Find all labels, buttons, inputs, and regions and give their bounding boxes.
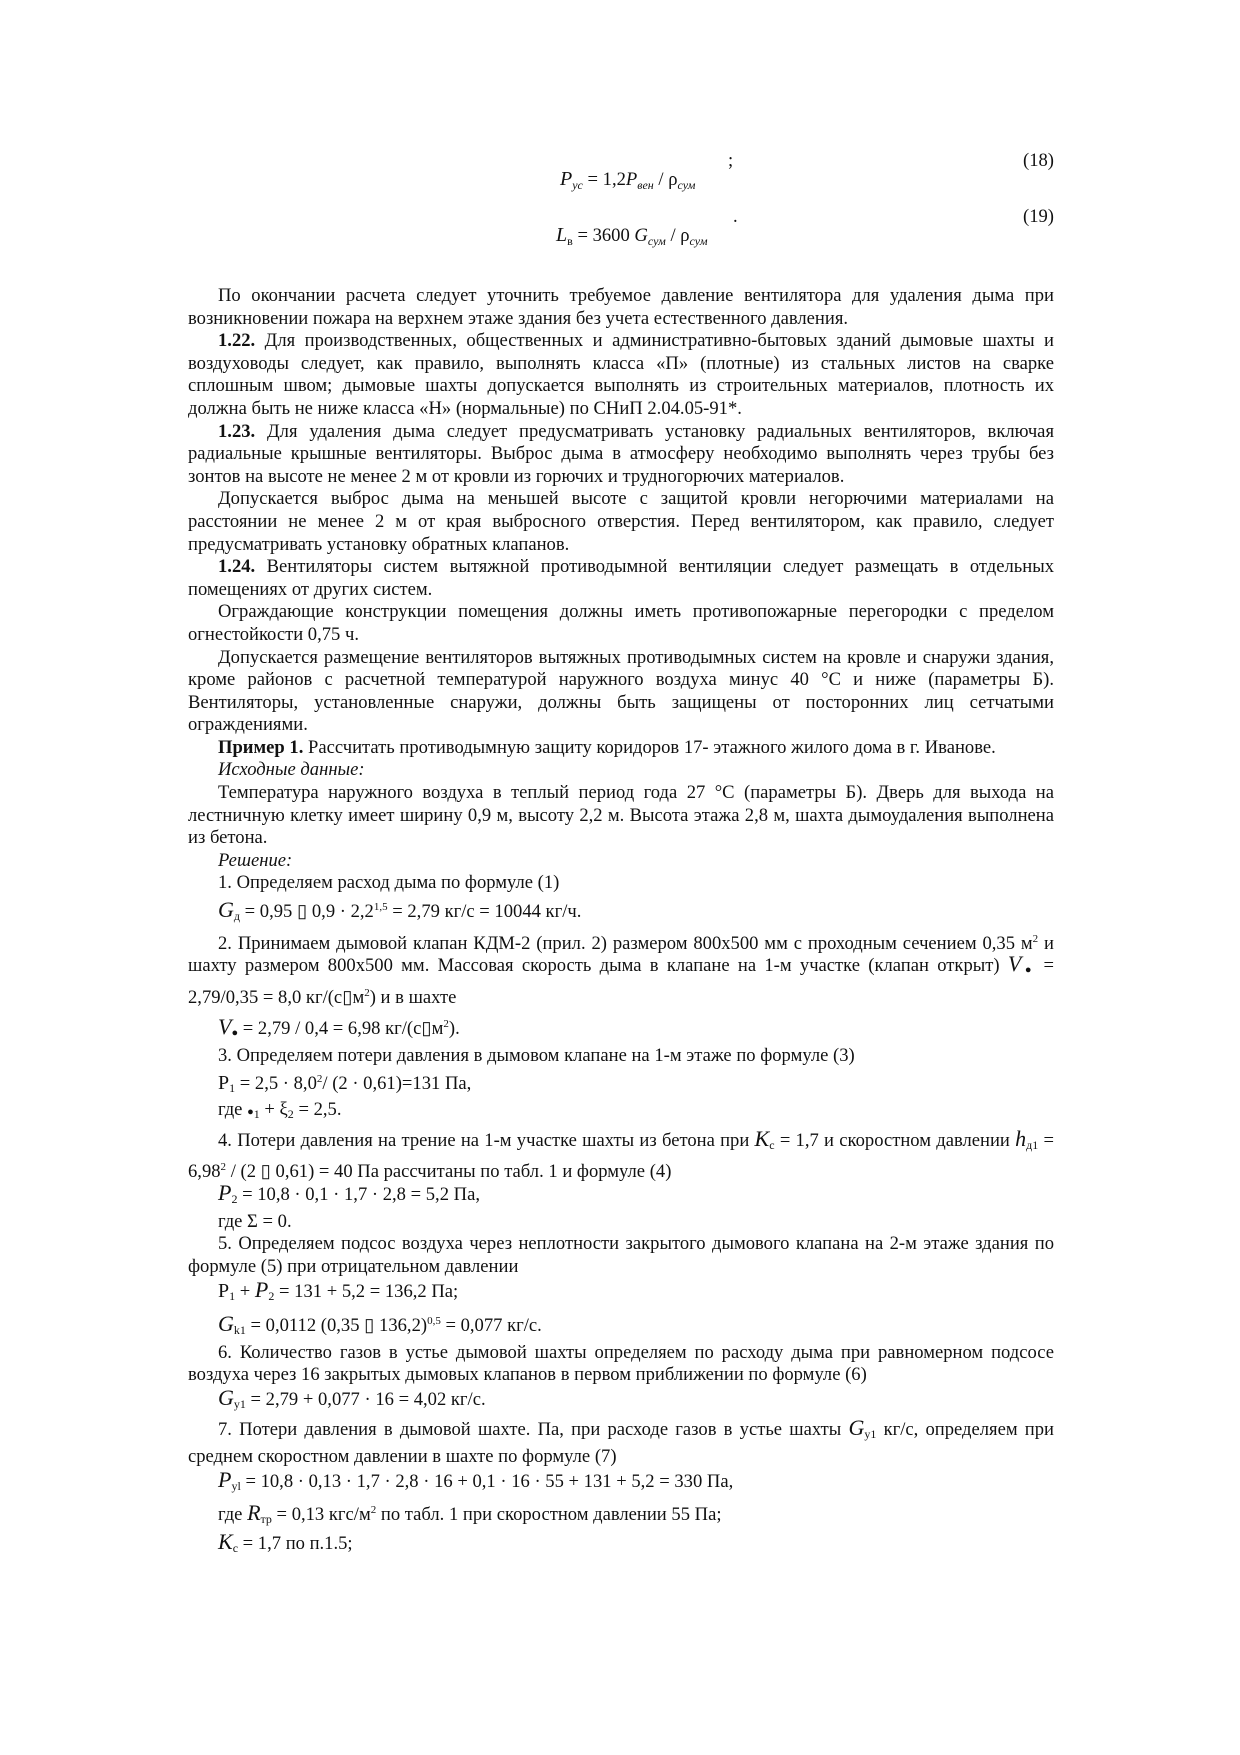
paragraph: Допускается размещение вентиляторов вытяжных противодымных систем на кровле и снаружи здания, кроме районов с расчетной температурой наружного воздуха минус 40 °С и ниже (параметры Б). Вентиляторы, установленные снаружи, должны быть защищены от посторонних лиц сетчатыми ограждениями. xyxy=(188,646,1054,736)
formula-19-var: G xyxy=(634,225,648,246)
var: K xyxy=(218,1528,233,1554)
sub: 2 xyxy=(287,1107,294,1122)
text: = 0,077 кг/с. xyxy=(440,1314,542,1336)
step-1: 1. Определяем расход дыма по формуле (1) xyxy=(218,872,560,894)
formula-19-rest: / ρ xyxy=(665,225,690,246)
text: = 2,5. xyxy=(293,1099,342,1121)
formula-18 xyxy=(560,168,695,193)
calc-line xyxy=(188,1528,1054,1560)
missing-glyph-icon: ▯ xyxy=(421,1018,432,1040)
missing-glyph-icon: ▯ xyxy=(342,986,353,1008)
bullet-icon: ● xyxy=(247,1106,254,1119)
text: = 2,79 кг/с = 10044 кг/ч. xyxy=(387,901,582,923)
sub: 1 xyxy=(253,1107,260,1122)
text: = 0,13 кгс/м xyxy=(271,1504,371,1526)
sub: с xyxy=(232,1540,239,1555)
calc-line xyxy=(188,1310,1054,1342)
var: G xyxy=(218,1310,234,1336)
sub: тр xyxy=(260,1512,272,1527)
sup: 2 xyxy=(316,1072,323,1085)
text: = 2,5 · 8,0 xyxy=(235,1072,317,1094)
step-6: 6. Количество газов в устье дымовой шахты определяем по расходу дыма при равномерном подсосе воздуха через 16 закрытых дымовых клапанов в первом приближении по формуле (6) xyxy=(188,1341,1054,1386)
sub: 1 xyxy=(229,1289,236,1304)
calc-line xyxy=(188,1013,1054,1045)
text: ) и в шахте xyxy=(369,986,457,1008)
clause-text: Вентиляторы систем вытяжной противодымной вентиляции следует размещать в отдельных помещениях от других систем. xyxy=(188,556,1054,600)
text: / (2 xyxy=(226,1161,261,1183)
sub: yl xyxy=(231,1478,241,1493)
clause-text: Для производственных, общественных и административно-бытовых зданий дымовые шахты и воздуховоды следует, как правило, выполнять класса «П» (плотные) из стальных листов на сварке сплошным швом; дымовые шахты допускается выполнять из строительных материалов, плотность их должна быть не ниже класса «Н» (нормальные) по СНиП 2.04.05-91*. xyxy=(188,330,1054,419)
sub: д1 xyxy=(1026,1137,1039,1152)
text: + xyxy=(235,1281,255,1303)
sup: 0,5 xyxy=(427,1314,441,1327)
var: G xyxy=(218,1384,234,1410)
clause-number: 1.23. xyxy=(218,420,256,442)
clause-text: Для удаления дыма следует предусматривать установку радиальных вентиляторов, включая радиальные крышные вентиляторы. Выброс дыма в атмосферу необходимо выполнять через трубы без зонтов на высоте не менее 2 м от кровли из горючих и трудногорючих материалов. xyxy=(188,420,1054,487)
formula-18-lhs: P xyxy=(560,168,573,190)
step-7 xyxy=(188,1415,1054,1468)
text: + ξ xyxy=(259,1099,288,1121)
var: P xyxy=(218,1280,230,1303)
sub: у1 xyxy=(233,1396,246,1411)
text: где xyxy=(218,1099,248,1121)
var: V xyxy=(1007,951,1022,977)
sup: 2 xyxy=(364,986,370,999)
clause-number: 1.24. xyxy=(218,556,256,578)
text: / (2 · 0,61)=131 Па, xyxy=(322,1072,472,1094)
formula-19-lhs: L xyxy=(556,224,568,246)
formula-18-rest: / ρ xyxy=(653,169,678,190)
sub: д xyxy=(233,909,240,924)
bullet-icon: ● xyxy=(231,1027,239,1040)
missing-glyph-icon: ▯ xyxy=(296,901,308,923)
text: 2. Принимаем дымовой клапан КДМ-2 (прил. 2) размером 800х500 мм с проходным сечением 0,35 м xyxy=(218,932,1033,954)
text: = 10,8 · 0,1 · 1,7 · 2,8 = 5,2 Па, xyxy=(237,1183,480,1205)
formula-18-lhs-sub: ус xyxy=(572,178,583,192)
paragraph-1-22 xyxy=(188,330,1054,420)
calc-line xyxy=(188,1099,1054,1126)
bullet-icon: ● xyxy=(1021,964,1036,977)
calc-line xyxy=(188,896,1054,928)
paragraph-1-24 xyxy=(188,556,1054,601)
text: м xyxy=(352,986,365,1008)
text: = 1,7 по п.1.5; xyxy=(238,1532,353,1554)
formula-18-var: P xyxy=(625,169,638,190)
text: = 10,8 · 0,13 · 1,7 · 2,8 · 16 + 0,1 · 16 · 55 + 131 + 5,2 = 330 Па, xyxy=(240,1470,734,1492)
formula-19-var-sub: сум xyxy=(647,234,666,248)
input-data-heading: Исходные данные: xyxy=(218,759,365,781)
example-heading xyxy=(188,737,1054,760)
text: = 1,7 и скоростном давлении xyxy=(774,1129,1016,1151)
paragraph: По окончании расчета следует уточнить требуемое давление вентилятора для удаления дыма при возникновении пожара на верхнем этаже здания без учета естественного давления. xyxy=(188,285,1054,329)
step-5: 5. Определяем подсос воздуха через неплотности закрытого дымового клапана на 2-м этаже здания по формуле (5) при отрицательном давлении xyxy=(188,1233,1054,1277)
var: P xyxy=(218,1179,232,1205)
paragraph: Температура наружного воздуха в теплый период года 27 °С (параметры Б). Дверь для выхода на лестничную клетку имеет ширину 0,9 м, высоту 2,2 м. Высота этажа 2,8 м, шахта дымоудаления выполнена из бетона. xyxy=(188,782,1054,849)
text: 136,2) xyxy=(374,1314,428,1336)
var: K xyxy=(754,1125,770,1151)
sup: 2 xyxy=(220,1161,227,1174)
solution-heading: Решение: xyxy=(218,849,293,871)
text: кг/с, определяем при среднем скоростном давлении в шахте по формуле (7) xyxy=(188,1419,1054,1467)
text: по табл. 1 при скоростном давлении 55 Па; xyxy=(376,1504,722,1526)
paragraph: Ограждающие конструкции помещения должны иметь противопожарные перегородки с пределом огнестойкости 0,75 ч. xyxy=(188,601,1054,645)
step-4 xyxy=(188,1125,1055,1184)
text: = 0,95 xyxy=(240,901,297,923)
var: V xyxy=(218,1014,232,1040)
calc-line xyxy=(188,1499,1054,1531)
calc-line xyxy=(188,1211,1054,1234)
var: P xyxy=(218,1466,232,1492)
sup: 1,5 xyxy=(373,901,388,914)
text: где Σ = 0. xyxy=(218,1210,292,1232)
text: где xyxy=(218,1504,248,1526)
text: = 131 + 5,2 = 136,2 Па; xyxy=(274,1281,459,1303)
text: = 6,98 xyxy=(188,1129,1055,1183)
text: ). xyxy=(448,1018,460,1040)
calc-line xyxy=(188,1179,1054,1211)
formula-19 xyxy=(556,224,707,249)
calc-line xyxy=(188,1466,1054,1498)
text: = 2,79/0,35 = 8,0 кг/(с xyxy=(188,955,1054,1008)
formula-19-punct: . xyxy=(733,206,738,227)
sub: 2 xyxy=(231,1191,238,1206)
var: P xyxy=(254,1277,269,1303)
var: h xyxy=(1015,1125,1027,1151)
paragraph-1-23 xyxy=(188,421,1054,489)
formula-18-rho-sub: сум xyxy=(677,178,696,192)
formula-19-lhs-sub: в xyxy=(567,234,573,248)
formula-18-number: (18) xyxy=(1023,150,1054,171)
formula-19-rho-sub: сум xyxy=(689,234,708,248)
text: 4. Потери давления на трение на 1-м участке шахты из бетона при xyxy=(218,1129,755,1151)
example-label: Пример 1. xyxy=(218,736,304,758)
text: = 2,79 / 0,4 = 6,98 кг/(с xyxy=(238,1018,422,1040)
var: G xyxy=(848,1415,865,1441)
calc-line xyxy=(188,1068,1054,1100)
clause-number: 1.22. xyxy=(218,330,256,352)
text: и шахту размером 800х500 мм. Массовая скорость дыма в клапане на 1-м участке (клапан открыт) xyxy=(188,932,1054,977)
sub: у1 xyxy=(864,1427,877,1442)
text: м xyxy=(431,1018,444,1040)
var: P xyxy=(218,1071,230,1094)
formula-18-punct: ; xyxy=(728,150,734,171)
formula-19-number: (19) xyxy=(1023,206,1054,227)
text: 0,9 · 2,2 xyxy=(307,901,374,923)
sub: 1 xyxy=(229,1080,236,1095)
formula-18-var-sub: вен xyxy=(637,178,654,192)
missing-glyph-icon: ▯ xyxy=(364,1314,375,1336)
sub: 2 xyxy=(268,1289,275,1304)
sup: 2 xyxy=(443,1018,449,1031)
example-text: Рассчитать противодымную защиту коридоров 17- этажного жилого дома в г. Иванове. xyxy=(303,736,996,758)
missing-glyph-icon: ▯ xyxy=(260,1161,271,1183)
sup: 2 xyxy=(370,1504,377,1517)
paragraph: Допускается выброс дыма на меньшей высоте с защитой кровли негорючими материалами на расстоянии не менее 2 м от края выбросного отверстия. Перед вентилятором, как правило, следует предусматривать установку обратных клапанов. xyxy=(188,488,1054,555)
var: R xyxy=(247,1500,261,1526)
body-text xyxy=(188,285,1054,1559)
step-3: 3. Определяем потери давления в дымовом клапане на 1-м этаже по формуле (3) xyxy=(218,1045,855,1066)
calc-line xyxy=(188,1277,1054,1308)
sup: 2 xyxy=(1032,932,1039,945)
calc-line xyxy=(188,1384,1054,1416)
formula-19-eq: = 3600 xyxy=(572,225,635,246)
step-2 xyxy=(188,928,1054,1010)
formula-18-eq: = 1,2 xyxy=(582,169,626,190)
text: = 0,0112 (0,35 xyxy=(245,1314,365,1336)
text: 7. Потери давления в дымовой шахте. Па, при расходе газов в устье шахты xyxy=(218,1419,849,1441)
text: 0,61) = 40 Па рассчитаны по табл. 1 и формуле (4) xyxy=(270,1161,672,1183)
text: = 2,79 + 0,077 · 16 = 4,02 кг/с. xyxy=(245,1388,486,1410)
var: G xyxy=(218,897,234,923)
sub: с xyxy=(769,1137,775,1152)
sub: k1 xyxy=(233,1322,246,1337)
